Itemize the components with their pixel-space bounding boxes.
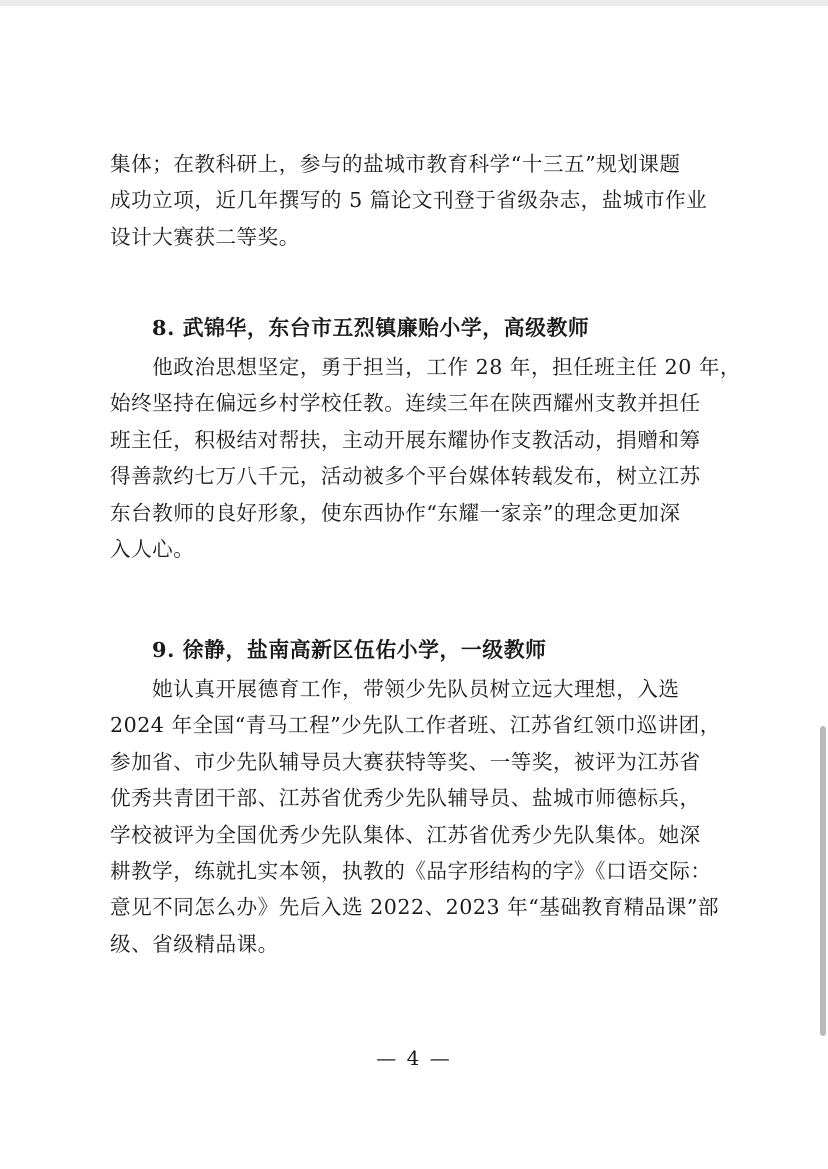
page-number: — 4 — (376, 1046, 452, 1070)
text-line: 入人心。 (110, 536, 195, 561)
paragraph-continuation (110, 146, 722, 255)
text-line: 级、省级精品课。 (110, 931, 279, 956)
text-line: 优秀共青团干部、江苏省优秀少先队辅导员、盐城市师德标兵， (110, 786, 701, 811)
text-line: 东台教师的良好形象，使东西协作“东耀一家亲”的理念更加深 (110, 500, 681, 525)
text-line: 他政治思想坚定，勇于担当，工作 28 年，担任班主任 20 年， (110, 355, 742, 379)
text-line: 2024 年全国“青马工程”少先队工作者班、江苏省红领巾巡讲团， (110, 713, 721, 738)
section-heading-8: 8. 武锦华，东台市五烈镇廉贻小学，高级教师 (152, 315, 590, 340)
text-line: 得善款约七万八千元，活动被多个平台媒体转载发布，树立江苏 (110, 464, 701, 489)
text-line: 设计大赛获二等奖。 (110, 224, 300, 249)
paragraph-section-9 (110, 671, 722, 962)
section-heading-9: 9. 徐静，盐南高新区伍佑小学，一级教师 (152, 637, 547, 662)
text-line: 学校被评为全国优秀少先队集体、江苏省优秀少先队集体。她深 (110, 822, 701, 847)
text-line: 耕教学，练就扎实本领，执教的《品字形结构的字》《口语交际： (110, 858, 712, 883)
text-line: 班主任，积极结对帮扶，主动开展东耀协作支教活动，捐赠和筹 (110, 427, 701, 452)
vertical-scrollbar[interactable] (820, 726, 826, 1036)
text-line: 参加省、市少先队辅导员大赛获特等奖、一等奖，被评为江苏省 (110, 749, 701, 774)
page-top-edge (0, 0, 828, 6)
text-line: 成功立项，近几年撰写的 5 篇论文刊登于省级杂志，盐城市作业 (110, 188, 708, 213)
text-line: 意见不同怎么办》先后入选 2022、2023 年“基础教育精品课”部 (110, 895, 720, 920)
text-line: 始终坚持在偏远乡村学校任教。连续三年在陕西耀州支教并担任 (110, 391, 701, 416)
paragraph-section-8 (110, 349, 742, 567)
text-line: 集体；在教科研上，参与的盐城市教育科学“十三五”规划课题 (110, 152, 681, 176)
text-line: 她认真开展德育工作，带领少先队员树立远大理想，入选 (110, 677, 680, 701)
